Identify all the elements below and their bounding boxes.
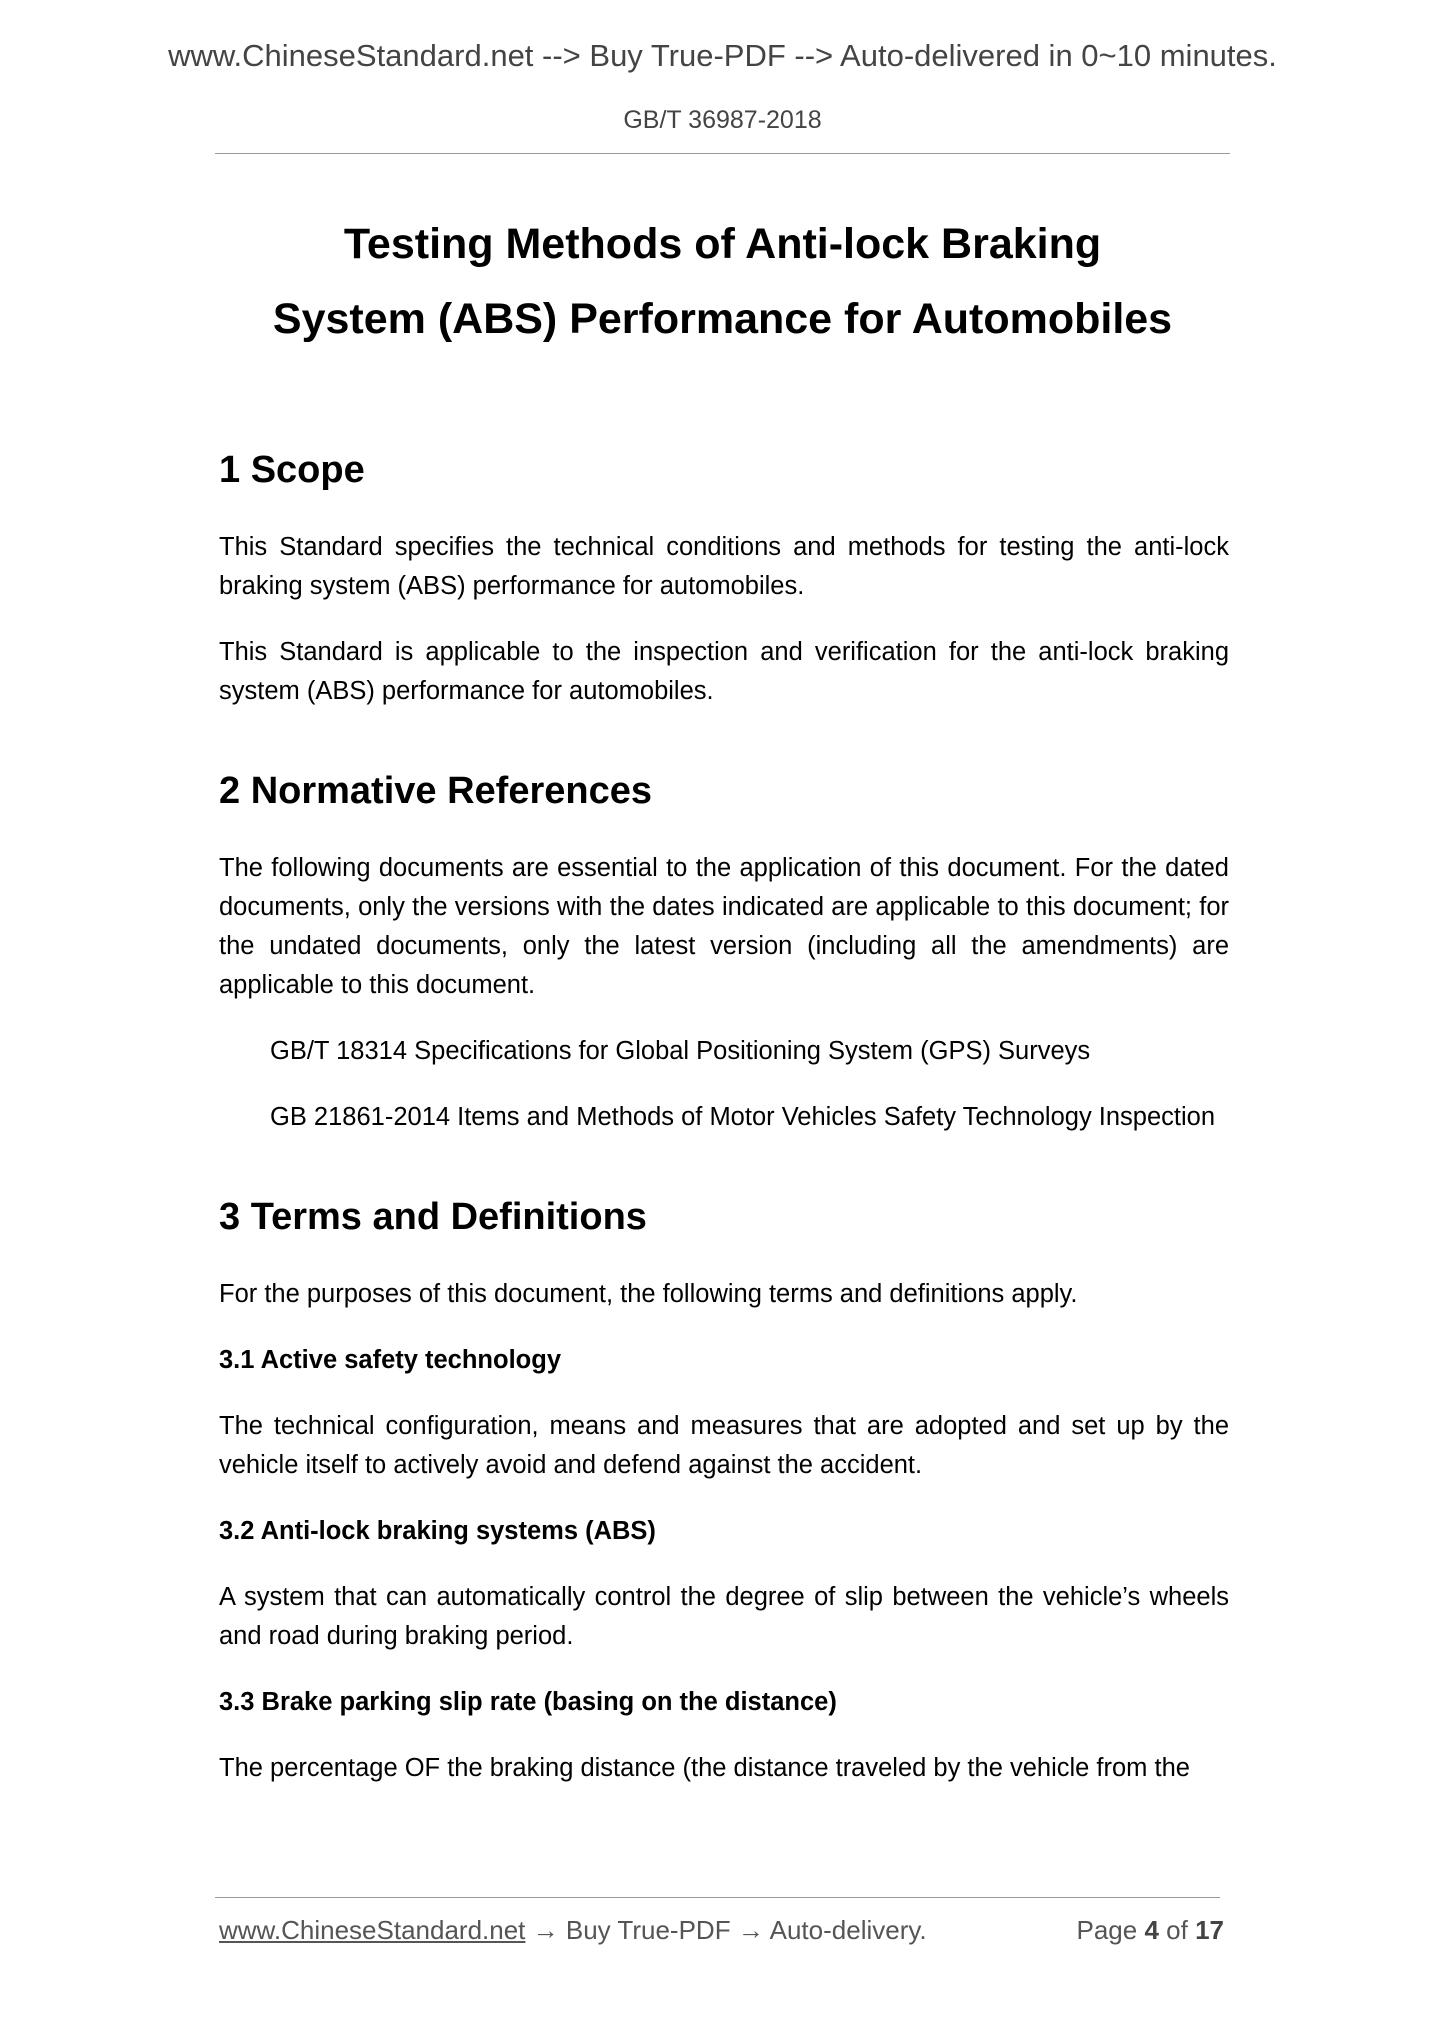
paragraph: This Standard is applicable to the inspection and verification for the anti-lock braking system (ABS) performance for automobiles. [219,638,1229,705]
header-divider [215,153,1230,154]
document-title [200,207,1245,357]
arrow-right-icon: → [737,1915,764,1945]
term-heading: 3.3 Brake parking slip rate (basing on the distance) [219,1688,837,1716]
term-heading: 3.1 Active safety technology [219,1346,562,1374]
section-heading-normative-references: 2 Normative References [219,770,652,812]
document-body [219,440,1229,1788]
site-link[interactable]: www.ChineseStandard.net [219,1915,526,1945]
footer-delivery-text: Auto-delivery. [769,1915,927,1945]
section-heading-terms-definitions: 3 Terms and Definitions [219,1196,647,1238]
reference-item: GB 21861-2014 Items and Methods of Motor Vehicles Safety Technology Inspection [270,1103,1216,1131]
page-footer [219,1915,1224,1955]
section-heading-scope: 1 Scope [219,449,365,491]
paragraph: For the purposes of this document, the following terms and definitions apply. [219,1280,1078,1308]
reference-item: GB/T 18314 Specifications for Global Positioning System (GPS) Surveys [270,1037,1091,1065]
site-banner: www.ChineseStandard.net --> Buy True-PDF --> Auto-delivered in 0~10 minutes. [168,38,1277,73]
term-definition: The percentage OF the braking distance (the distance traveled by the vehicle from the [219,1754,1190,1782]
term-definition: A system that can automatically control the degree of slip between the vehicle’s wheels and road during braking period. [219,1583,1229,1650]
total-pages: 17 [1195,1915,1224,1945]
page-number: 4 [1144,1915,1159,1945]
title-line-2: System (ABS) Performance for Automobiles [272,295,1173,343]
title-line-1: Testing Methods of Anti-lock Braking [343,220,1102,268]
of-label: of [1166,1915,1188,1945]
term-definition: The technical configuration, means and measures that are adopted and set up by the vehicle itself to actively avoid and defend against the accident. [219,1412,1229,1479]
footer-promo [219,1915,927,1946]
term-heading: 3.2 Anti-lock braking systems (ABS) [219,1517,656,1545]
standard-code: GB/T 36987-2018 [623,106,822,134]
page-indicator [1076,1915,1224,1946]
footer-buy-text: Buy True-PDF [565,1915,731,1945]
paragraph: The following documents are essential to the application of this document. For the dated documents, only the versions with the dates indicated are applicable to this document; for the undated documents, only the latest version (including all the amendments) are applicable to this document. [219,854,1229,999]
footer-divider [215,1897,1220,1898]
paragraph: This Standard specifies the technical conditions and methods for testing the anti-lock braking system (ABS) performance for automobiles. [219,533,1229,600]
page-label: Page [1076,1915,1138,1945]
arrow-right-icon: → [532,1915,559,1945]
